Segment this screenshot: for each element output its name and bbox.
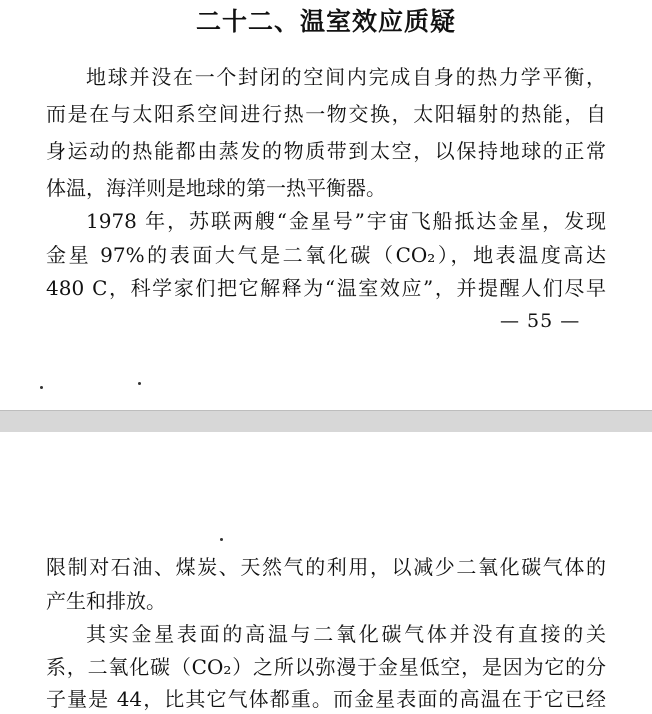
paragraph-line: 身运动的热能都由蒸发的物质带到太空，以保持地球的正常 xyxy=(46,139,606,163)
paragraph-line: 480 C，科学家们把它解释为“温室效应”，并提醒人们尽早 xyxy=(46,276,606,300)
paragraph-line: 限制对石油、煤炭、天然气的利用，以减少二氧化碳气体的 xyxy=(46,555,606,579)
section-title: 二十二、温室效应质疑 xyxy=(195,7,456,36)
paragraph-line: 系，二氧化碳（CO₂）之所以弥漫于金星低空，是因为它的分 xyxy=(46,655,606,679)
scan-speck xyxy=(138,382,141,385)
paragraph-line: 体温，海洋则是地球的第一热平衡器。 xyxy=(46,176,386,200)
paragraph-line: 金星 97%的表面大气是二氧化碳（CO₂），地表温度高达 xyxy=(46,243,606,267)
lower-book-page xyxy=(0,432,652,714)
page-separator xyxy=(0,410,652,433)
page-number: — 55 — xyxy=(500,310,581,332)
paragraph-line: 其实金星表面的高温与二氧化碳气体并没有直接的关 xyxy=(86,622,606,646)
scan-speck xyxy=(220,538,223,541)
paragraph-line: 而是在与太阳系空间进行热一物交换，太阳辐射的热能，自 xyxy=(46,102,606,126)
scan-speck xyxy=(40,386,43,389)
paragraph-line: 地球并没在一个封闭的空间内完成自身的热力学平衡， xyxy=(86,65,606,89)
paragraph-line: 1978 年，苏联两艘“金星号”宇宙飞船抵达金星，发现 xyxy=(86,209,606,233)
paragraph-line: 产生和排放。 xyxy=(46,589,166,613)
paragraph-line: 子量是 44，比其它气体都重。而金星表面的高温在于它已经 xyxy=(46,687,606,711)
